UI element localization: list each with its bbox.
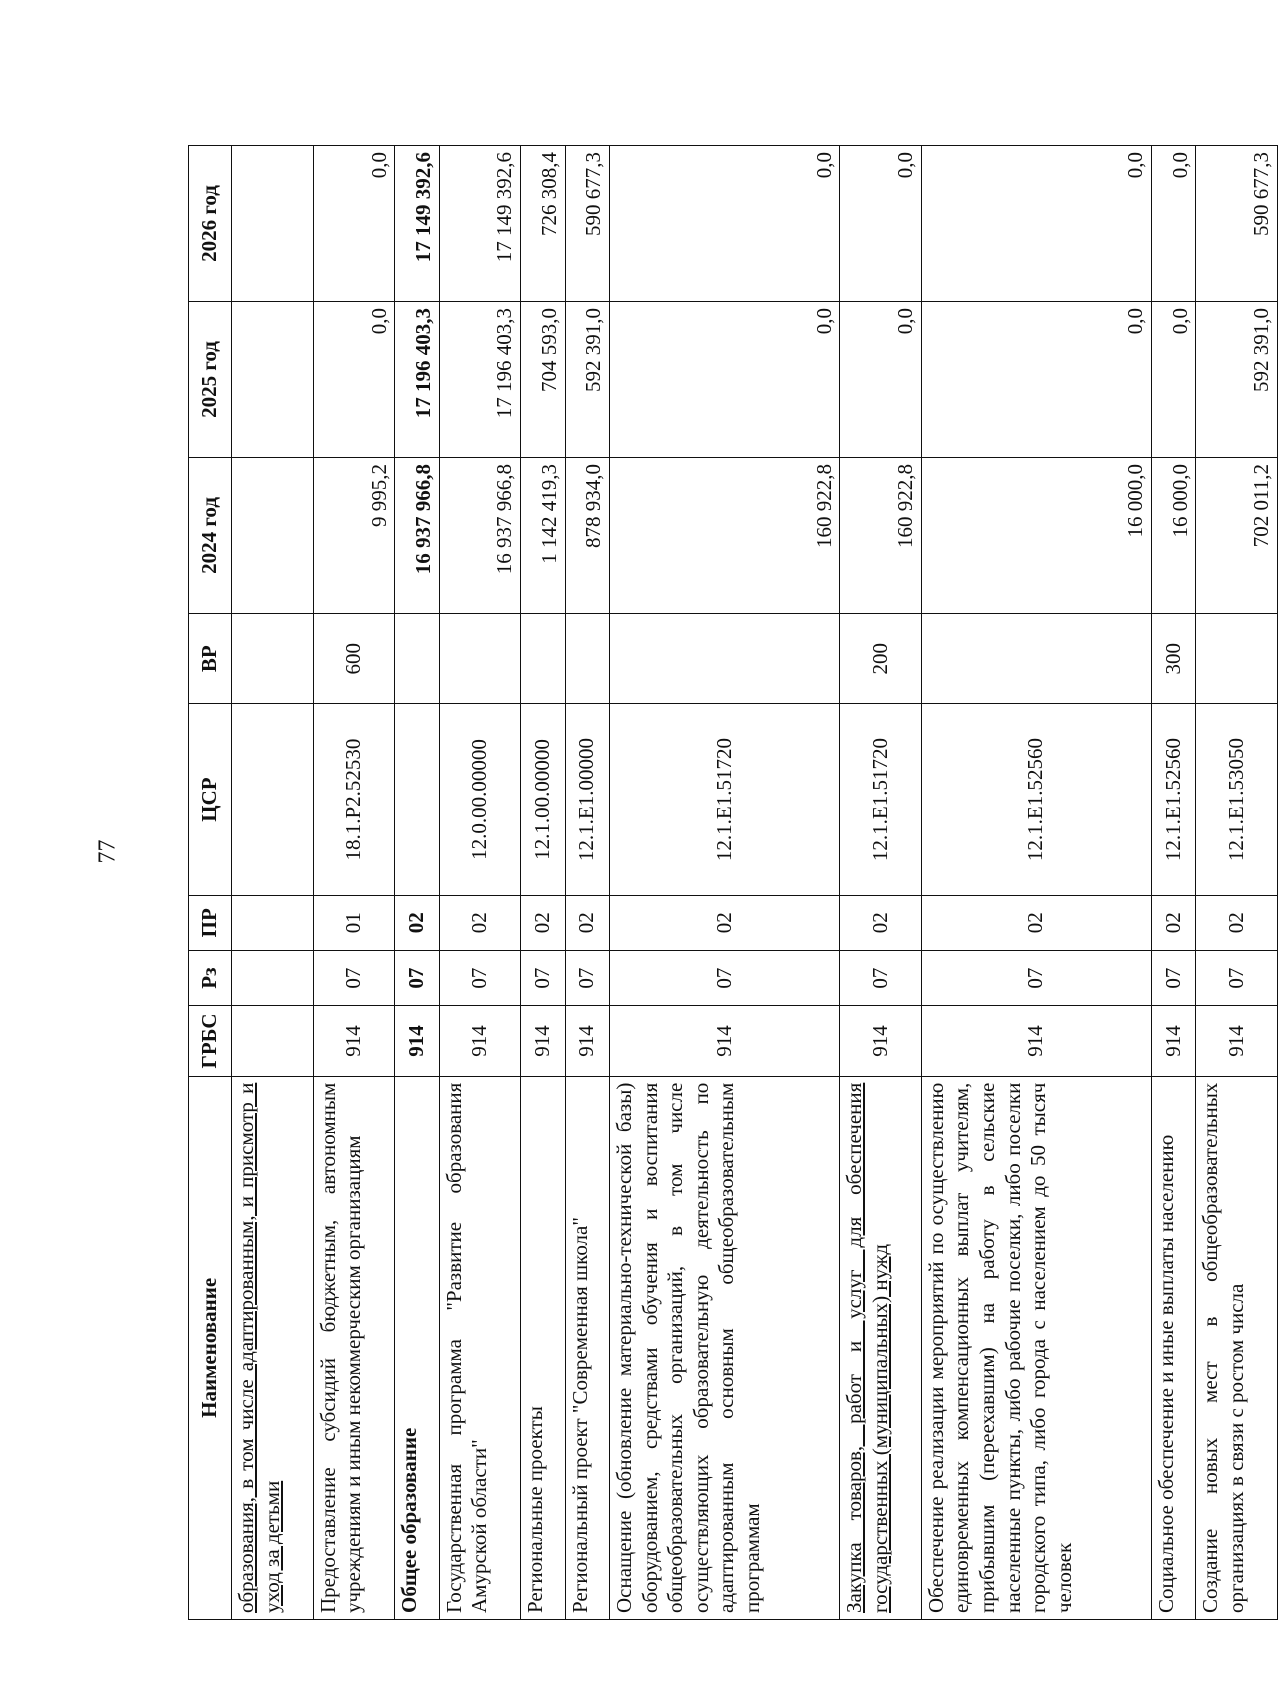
table-row xyxy=(439,146,521,1620)
row-2026: 590 677,3 xyxy=(565,146,609,302)
row-2024: 16 937 966,8 xyxy=(439,457,521,613)
row-2024: 9 995,2 xyxy=(313,457,395,613)
row-2026: 0,0 xyxy=(840,146,922,302)
row-rz: 07 xyxy=(609,950,839,1005)
row-grbs: 914 xyxy=(609,1006,839,1076)
table-row xyxy=(521,146,565,1620)
row-name: образования, в том числе адаптированным, и присмотр и уход за детьми xyxy=(232,1076,314,1619)
row-2024: 160 922,8 xyxy=(840,457,922,613)
table-row xyxy=(609,146,839,1620)
row-csr: 12.1.Е1.51720 xyxy=(609,704,839,895)
row-pr: 02 xyxy=(609,895,839,950)
row-csr: 12.0.00.00000 xyxy=(439,704,521,895)
row-grbs: 914 xyxy=(1196,1006,1278,1076)
row-2024: 160 922,8 xyxy=(609,457,839,613)
row-name: Создание новых мест в общеобразовательных организациях в связи с ростом числа xyxy=(1196,1076,1278,1619)
row-2026: 0,0 xyxy=(921,146,1151,302)
row-name: Региональный проект "Современная школа" xyxy=(565,1076,609,1619)
row-vr: 300 xyxy=(1151,613,1195,704)
row-2025: 704 593,0 xyxy=(521,302,565,458)
row-2025: 592 391,0 xyxy=(565,302,609,458)
table-row xyxy=(565,146,609,1620)
header-rz: Рз xyxy=(189,950,232,1005)
row-2024: 1 142 419,3 xyxy=(521,457,565,613)
row-grbs: 914 xyxy=(1151,1006,1195,1076)
header-name: Наименование xyxy=(189,1076,232,1619)
row-vr xyxy=(921,613,1151,704)
page-number: 77 xyxy=(94,839,121,864)
row-rz: 07 xyxy=(313,950,395,1005)
row-name: Предоставление субсидий бюджетным, автономным учреждениям и иным некоммерческим организациям xyxy=(313,1076,395,1619)
table-row xyxy=(1151,146,1195,1620)
row-2026 xyxy=(232,146,314,302)
header-2026: 2026 год xyxy=(189,146,232,302)
row-grbs: 914 xyxy=(313,1006,395,1076)
budget-table-wrapper xyxy=(188,145,1278,1620)
row-2025: 17 196 403,3 xyxy=(395,302,439,458)
row-name: Оснащение (обновление материально-технической базы) оборудованием, средствами обучения и воспитания общеобразовательных организаций, в том числе осуществляющих образовательную деятельность по адаптированным основным общеобразовательным программам xyxy=(609,1076,839,1619)
row-2025: 0,0 xyxy=(313,302,395,458)
row-2025: 0,0 xyxy=(609,302,839,458)
row-grbs: 914 xyxy=(565,1006,609,1076)
header-vr: ВР xyxy=(189,613,232,704)
row-csr: 12.1.Е1.53050 xyxy=(1196,704,1278,895)
row-rz: 07 xyxy=(521,950,565,1005)
row-csr: 12.1.Е1.00000 xyxy=(565,704,609,895)
row-name: Общее образование xyxy=(395,1076,439,1619)
row-csr: 12.1.Е1.51720 xyxy=(840,704,922,895)
table-row xyxy=(232,146,314,1620)
row-vr xyxy=(439,613,521,704)
row-2026: 0,0 xyxy=(1151,146,1195,302)
row-pr: 02 xyxy=(921,895,1151,950)
row-grbs: 914 xyxy=(439,1006,521,1076)
row-grbs: 914 xyxy=(921,1006,1151,1076)
header-2024: 2024 год xyxy=(189,457,232,613)
row-pr: 01 xyxy=(313,895,395,950)
row-2026: 590 677,3 xyxy=(1196,146,1278,302)
row-2025: 0,0 xyxy=(921,302,1151,458)
row-vr xyxy=(565,613,609,704)
row-2025: 0,0 xyxy=(840,302,922,458)
row-csr: 12.1.Е1.52560 xyxy=(1151,704,1195,895)
row-csr: 18.1.Р2.52530 xyxy=(313,704,395,895)
header-pr: ПР xyxy=(189,895,232,950)
row-vr xyxy=(232,613,314,704)
row-pr: 02 xyxy=(565,895,609,950)
header-2025: 2025 год xyxy=(189,302,232,458)
row-pr xyxy=(232,895,314,950)
budget-table xyxy=(188,145,1278,1620)
row-2026: 0,0 xyxy=(609,146,839,302)
row-2025: 0,0 xyxy=(1151,302,1195,458)
table-row xyxy=(395,146,439,1620)
row-rz: 07 xyxy=(395,950,439,1005)
table-header-row xyxy=(189,146,232,1620)
row-rz xyxy=(232,950,314,1005)
row-vr: 200 xyxy=(840,613,922,704)
row-csr: 12.1.Е1.52560 xyxy=(921,704,1151,895)
row-grbs: 914 xyxy=(521,1006,565,1076)
row-pr: 02 xyxy=(439,895,521,950)
row-rz: 07 xyxy=(1196,950,1278,1005)
row-pr: 02 xyxy=(840,895,922,950)
row-2024: 16 937 966,8 xyxy=(395,457,439,613)
row-2024: 16 000,0 xyxy=(921,457,1151,613)
row-pr: 02 xyxy=(395,895,439,950)
table-row xyxy=(921,146,1151,1620)
row-2026: 0,0 xyxy=(313,146,395,302)
row-2026: 17 149 392,6 xyxy=(395,146,439,302)
row-vr: 600 xyxy=(313,613,395,704)
row-2024: 702 011,2 xyxy=(1196,457,1278,613)
row-pr: 02 xyxy=(1196,895,1278,950)
row-rz: 07 xyxy=(840,950,922,1005)
row-rz: 07 xyxy=(565,950,609,1005)
table-row xyxy=(840,146,922,1620)
header-grbs: ГРБС xyxy=(189,1006,232,1076)
row-csr: 12.1.00.00000 xyxy=(521,704,565,895)
row-pr: 02 xyxy=(521,895,565,950)
row-pr: 02 xyxy=(1151,895,1195,950)
row-csr xyxy=(232,704,314,895)
row-2026: 17 149 392,6 xyxy=(439,146,521,302)
row-name: Обеспечение реализации мероприятий по осуществлению единовременных компенсационных выплат учителям, прибывшим (переехавшим) на работу в сельские населенные пункты, либо рабочие поселки, либо поселки городского типа, либо города с населением до 50 тысяч человек xyxy=(921,1076,1151,1619)
row-name: Социальное обеспечение и иные выплаты населению xyxy=(1151,1076,1195,1619)
table-row xyxy=(1196,146,1278,1620)
row-grbs xyxy=(232,1006,314,1076)
row-rz: 07 xyxy=(439,950,521,1005)
row-2024 xyxy=(232,457,314,613)
row-2025: 592 391,0 xyxy=(1196,302,1278,458)
row-csr xyxy=(395,704,439,895)
header-csr: ЦСР xyxy=(189,704,232,895)
row-rz: 07 xyxy=(1151,950,1195,1005)
row-name: Региональные проекты xyxy=(521,1076,565,1619)
table-row xyxy=(313,146,395,1620)
row-2025: 17 196 403,3 xyxy=(439,302,521,458)
row-2026: 726 308,4 xyxy=(521,146,565,302)
row-name: Государственная программа "Развитие образования Амурской области" xyxy=(439,1076,521,1619)
row-vr xyxy=(1196,613,1278,704)
row-rz: 07 xyxy=(921,950,1151,1005)
row-2024: 878 934,0 xyxy=(565,457,609,613)
row-2025 xyxy=(232,302,314,458)
row-grbs: 914 xyxy=(840,1006,922,1076)
row-vr xyxy=(521,613,565,704)
row-2024: 16 000,0 xyxy=(1151,457,1195,613)
row-vr xyxy=(609,613,839,704)
row-name: Закупка товаров, работ и услуг для обеспечения государственных (муниципальных) нужд xyxy=(840,1076,922,1619)
row-grbs: 914 xyxy=(395,1006,439,1076)
row-vr xyxy=(395,613,439,704)
